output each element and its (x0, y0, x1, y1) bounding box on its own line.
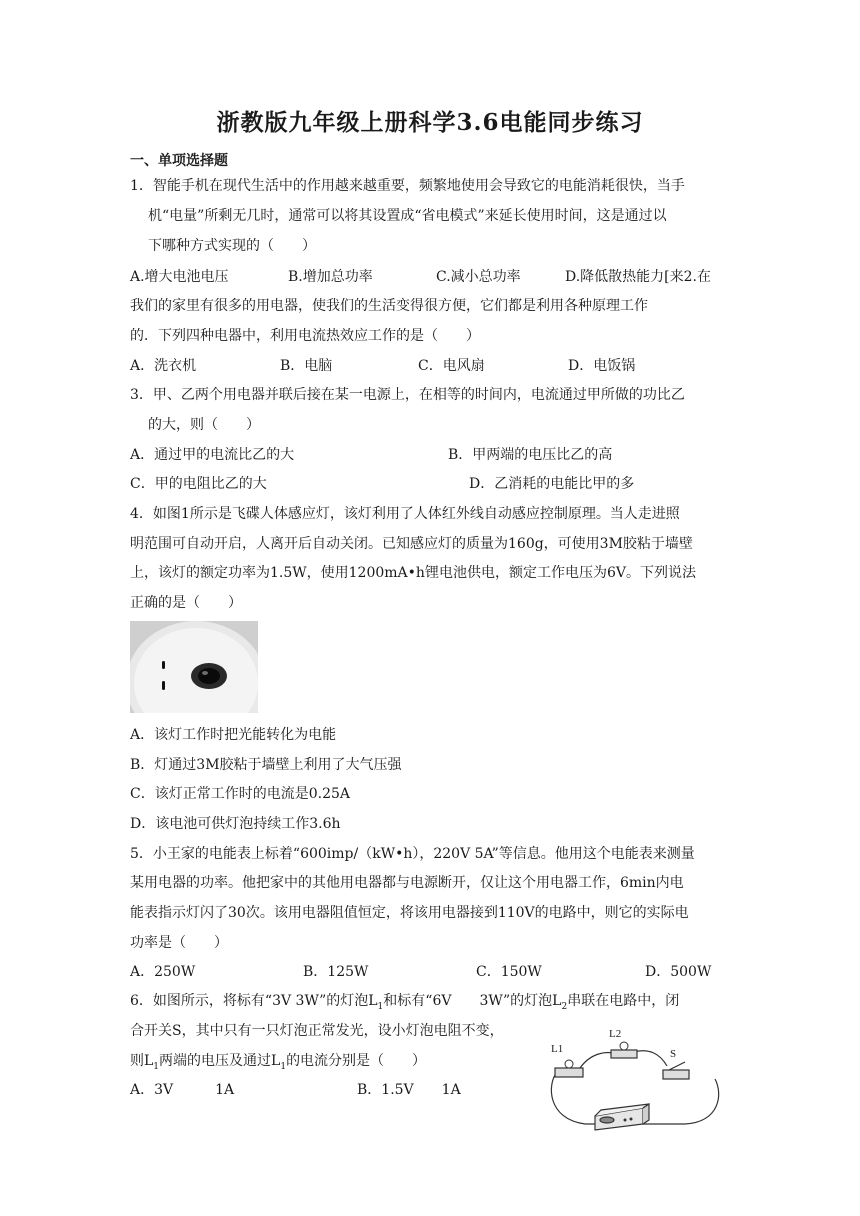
q5-option-d: D．500W (645, 964, 712, 980)
q4-option-d: D．该电池可供灯泡持续工作3.6h (130, 816, 341, 832)
q3-option-c: C．甲的电阻比乙的大 (130, 476, 267, 492)
q4-option-b: B．灯通过3M胶粘于墙壁上利用了大气压强 (130, 757, 402, 773)
q2-line-2: 的．下列四种电器中，利用电流热效应工作的是（ ） (130, 328, 480, 344)
series-circuit-figure (545, 1024, 725, 1134)
q1-line-1: 1．智能手机在现代生活中的作用越来越重要，频繁地使用会导致它的电能消耗很快，当手 (130, 178, 685, 194)
q1-option-c: C.减小总功率 (436, 269, 521, 285)
q6-option-b: B．1.5V 1A (357, 1082, 461, 1098)
q5-line-3: 能表指示灯闪了30次。该用电器阻值恒定，将该用电器接到110V的电路中，则它的实际电 (130, 905, 689, 921)
q4-line-2: 明范围可自动开启，人离开后自动关闭。已知感应灯的质量为160g，可使用3M胶粘于墙壁 (130, 536, 693, 552)
q4-option-c: C．该灯正常工作时的电流是0.25A (130, 786, 350, 802)
q4-line-4: 正确的是（ ） (130, 595, 242, 611)
q1-option-b: B.增加总功率 (288, 269, 373, 285)
q1-line-2: 机“电量”所剩无几时，通常可以将其设置成“省电模式”来延长使用时间，这是通过以 (148, 208, 667, 224)
sensor-light-photo (130, 621, 258, 713)
q3-option-d: D．乙消耗的电能比甲的多 (469, 476, 635, 492)
q1-option-a: A.增大电池电压 (130, 269, 229, 285)
q5-option-b: B．125W (303, 964, 369, 980)
q5-option-a: A．250W (130, 964, 196, 980)
circuit-diagram (545, 1024, 725, 1134)
q2-option-c: C．电风扇 (418, 358, 485, 374)
circuit-label-l2: L2 (609, 1028, 622, 1040)
q6-line-3: 则$L_1$两端的电压及通过$L_1$的电流分别是（ ） (130, 1053, 427, 1072)
q5-option-c: C．150W (476, 964, 542, 980)
q2-line-1: 我们的家里有很多的用电器，使我们的生活变得很方便，它们都是利用各种原理工作 (130, 298, 648, 314)
q3-option-a: A．通过甲的电流比乙的大 (130, 447, 295, 463)
q3-line-1: 3．甲、乙两个用电器并联后接在某一电源上，在相等的时间内，电流通过甲所做的功比乙 (130, 387, 685, 403)
page-title: 浙教版九年级上册科学3.6电能同步练习 (216, 109, 644, 136)
circuit-label-s: S (670, 1048, 677, 1060)
q2-option-a: A．洗衣机 (130, 358, 197, 374)
q6-option-a: A．3V 1A (130, 1082, 235, 1098)
q5-line-1: 5．小王家的电能表上标着“600imp/（kW•h），220V 5A”等信息。他用这个电能表来测量 (130, 846, 695, 862)
ufo-sensor-light-icon (130, 621, 258, 713)
q4-option-a: A．该灯工作时把光能转化为电能 (130, 727, 337, 743)
q2-option-d: D．电饭锅 (568, 358, 636, 374)
q4-line-3: 上，该灯的额定功率为1.5W，使用1200mA•h锂电池供电，额定工作电压为6V。下列说法 (130, 565, 696, 581)
q1-option-d: D.降低散热能力[来2.在 (565, 269, 711, 285)
q3-line-2: 的大，则（ ） (148, 417, 260, 433)
circuit-label-l1: L1 (551, 1043, 564, 1055)
q1-line-3: 下哪种方式实现的（ ） (148, 238, 316, 254)
q4-line-1: 4．如图1所示是飞碟人体感应灯，该灯利用了人体红外线自动感应控制原理。当人走进照 (130, 506, 680, 522)
q6-line-2: 合开关S，其中只有一只灯泡正常发光，设小灯泡电阻不变， (130, 1023, 504, 1039)
section-title: 一、单项选择题 (130, 153, 228, 169)
q5-line-2: 某用电器的功率。他把家中的其他用电器都与电源断开，仅让这个用电器工作，6min内电 (130, 875, 684, 891)
q2-option-b: B．电脑 (280, 358, 333, 374)
q5-line-4: 功率是（ ） (130, 935, 228, 951)
q6-line-1: 6．如图所示，将标有“3V 3W”的灯泡$L_1$和标有“6V 3W”的灯泡$L_2$串联在电路中，闭 (130, 993, 680, 1012)
q3-option-b: B．甲两端的电压比乙的高 (448, 447, 613, 463)
